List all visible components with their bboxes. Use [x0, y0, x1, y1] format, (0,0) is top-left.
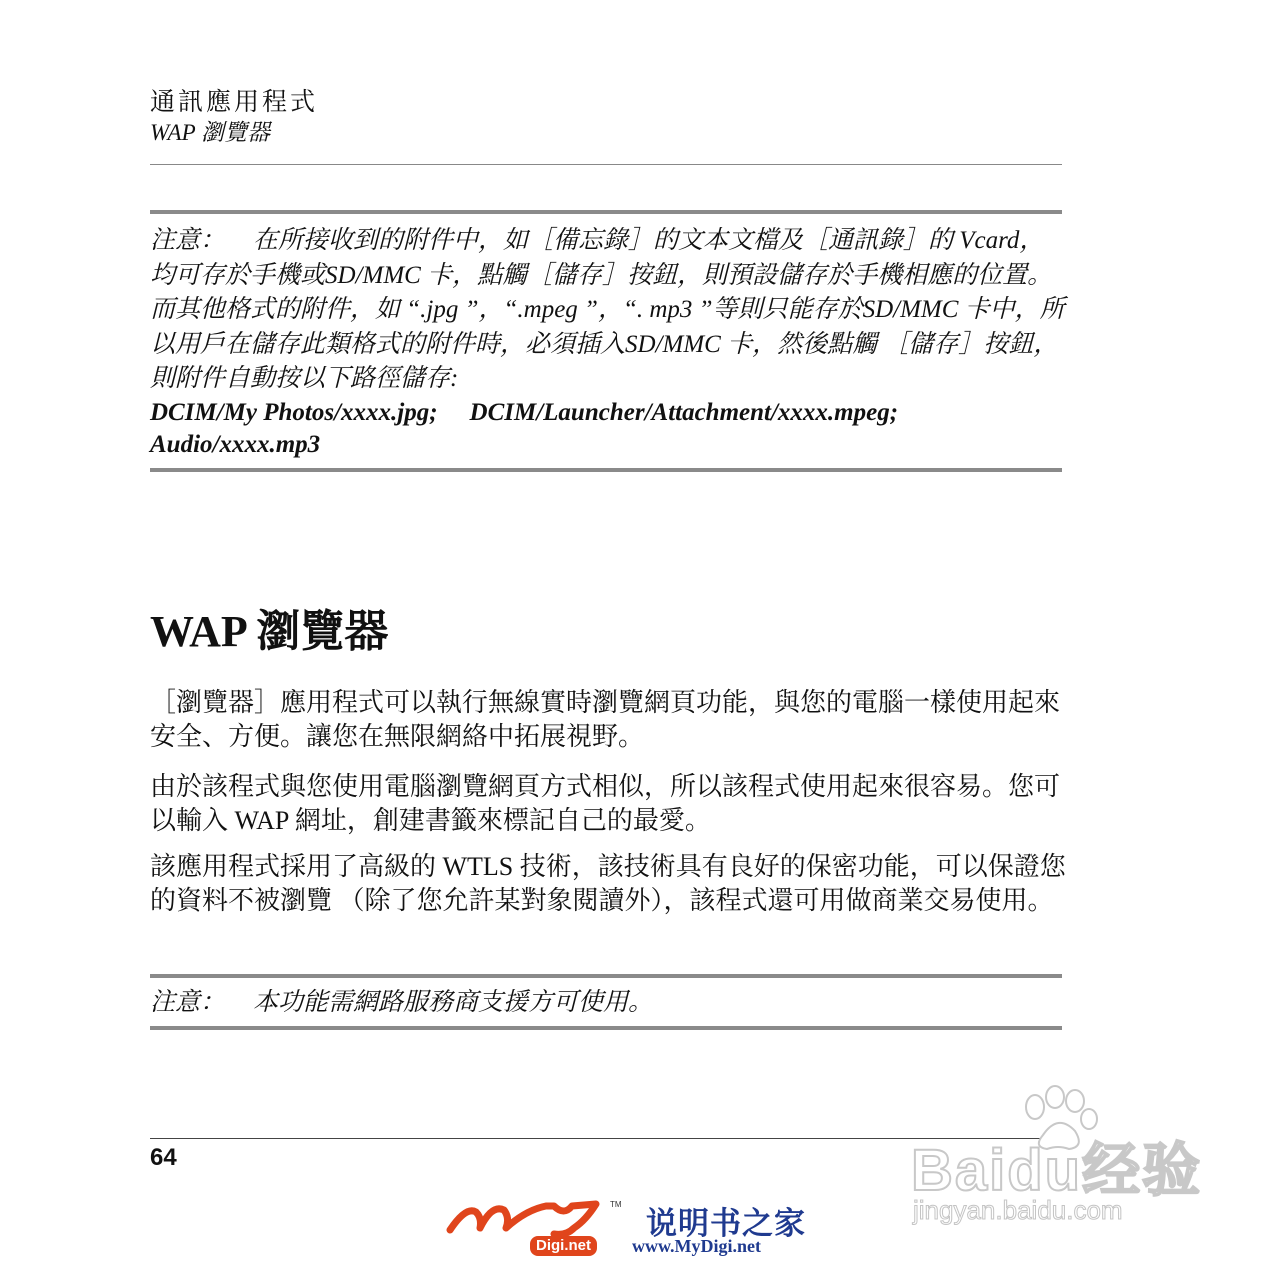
note2-bottom-rule: [150, 1026, 1062, 1030]
page-title: WAP 瀏覽器: [150, 607, 389, 656]
note1-path-photos: DCIM/My Photos/xxxx.jpg;: [150, 398, 438, 426]
note1-top-rule: [150, 210, 1062, 214]
note1-bottom-rule: [150, 468, 1062, 472]
note1-path-audio: Audio/xxxx.mp3: [150, 430, 321, 458]
logo-url: www.MyDigi.net: [632, 1236, 761, 1256]
mydigi-logo: [446, 1196, 836, 1262]
paragraph-3: 該應用程式採用了高級的 WTLS 技術，該技術具有良好的保密功能，可以保證您的資料不被瀏覽 （除了您允許某對象閱讀外），該程式還可用做商業交易使用。: [150, 852, 1066, 915]
section-title: WAP 瀏覽器: [150, 120, 270, 145]
note1-paths: [150, 397, 1065, 461]
note2-body: 本功能需網路服務商支援方可使用。: [253, 989, 654, 1016]
baidu-watermark: [905, 1085, 1205, 1230]
note1-path-attachment: DCIM/Launcher/Attachment/xxxx.mpeg;: [469, 398, 899, 426]
paragraph-1: ［瀏覽器］應用程式可以執行無線實時瀏覽網頁功能，與您的電腦一樣使用起來安全、方便。讓您在無限網絡中拓展視野。: [150, 688, 1061, 751]
note-network: [150, 986, 653, 1020]
note2-label: 注意：: [150, 989, 226, 1016]
note-attachments: [150, 224, 1065, 461]
logo-trademark: TM: [610, 1200, 622, 1209]
running-header: [150, 86, 318, 148]
note1-body: 在所接收到的附件中，如［備忘錄］的文本文檔及［通訊錄］的 Vcard，均可存於手機或SD/MMC 卡，點觸［儲存］按鈕，則預設儲存於手機相應的位置。而其他格式的附件，如 “.jpg ”，“.mpeg ”，“. mp3 ”等則只能存於SD/MMC 卡中，所以用戶在儲存此類格式的附件時，必須插入SD/MMC 卡，然後點觸 ［儲存］按鈕，則附件自動按以下路徑儲存:: [150, 227, 1065, 392]
chapter-title: 通訊應用程式: [150, 87, 319, 116]
logo-net-badge: Digi.net: [530, 1236, 597, 1256]
watermark-url: jingyan.baidu.com: [913, 1195, 1123, 1225]
logo-chinese-name: 说明书之家: [646, 1206, 806, 1242]
note2-top-rule: [150, 974, 1062, 978]
header-divider: [150, 164, 1062, 165]
my-logo-icon: [446, 1196, 616, 1238]
note1-label: 注意：: [150, 227, 226, 254]
watermark-brand: Baidu经验: [911, 1138, 1203, 1203]
page-number: 64: [150, 1144, 177, 1171]
paragraph-2: 由於該程式與您使用電腦瀏覽網頁方式相似，所以該程式使用起來很容易。您可以輸入 WAP 網址，創建書籤來標記自己的最愛。: [150, 772, 1061, 835]
